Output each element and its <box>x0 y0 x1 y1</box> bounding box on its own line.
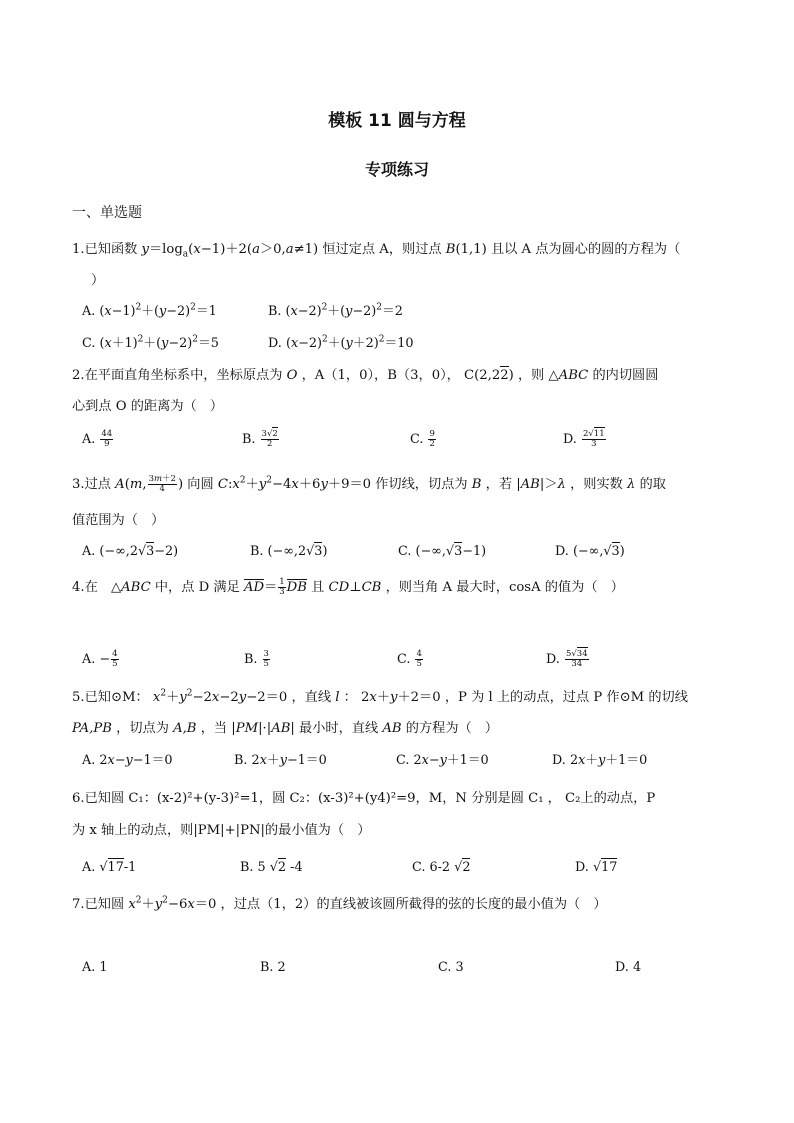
question-4-option-d[interactable]: D. $\frac{5√34}{34}$ <box>546 649 588 669</box>
question-7-option-d[interactable]: D. 4 <box>615 960 642 975</box>
question-2-option-d[interactable]: D. $\frac{2√11}{3}$ <box>563 429 605 449</box>
question-6-text-cont: 为 x 轴上的动点，则|PM|+|PN|的最小值为（ ） <box>72 823 371 838</box>
question-5-text: 5.已知⊙M： $x^2+y^2-2x-2y-2=0$ ，直线 l ： 2x＋y＋2＝0 ，P 为 l 上的动点，过点 P 作⊙M 的切线 <box>72 688 688 705</box>
question-5-option-a[interactable]: A. 2x−y−1＝0 <box>82 753 173 768</box>
question-1-option-d[interactable]: D. $(x-2)^2+(y+2)^2=10$ <box>268 334 414 351</box>
question-3-option-c[interactable]: C. (−∞,√3−1) <box>398 544 487 559</box>
question-7-text: 7.已知圆 $x^2+y^2-6x=0$ ，过点（1，2）的直线被该圆所截得的弦的长度的最小值为（ ） <box>72 895 607 912</box>
question-4-option-a[interactable]: A. − $\frac{4}{5}$ <box>82 649 118 669</box>
question-5-option-c[interactable]: C. 2x−y＋1＝0 <box>396 753 489 768</box>
question-2-text-cont: 心到点 O 的距离为（ ） <box>72 399 224 414</box>
question-1-text-cont: ） <box>91 273 105 288</box>
question-1-text: 1.已知函数 $y=\log_a(x-1)+2(a>0,a\ne 1)$ 恒过定点 A，则过点 B(1,1) 且以 A 点为圆心的圆的方程为（ <box>72 242 681 260</box>
page-subtitle: 专项练习 <box>364 160 429 179</box>
question-4-option-b[interactable]: B. $\frac{3}{5}$ <box>244 649 269 669</box>
question-7-option-a[interactable]: A. 1 <box>82 960 108 975</box>
question-2-option-b[interactable]: B. $\frac{3√2}{2}$ <box>242 429 278 449</box>
question-2-text: 2.在平面直角坐标系中，坐标原点为 O ，A（1，0），B（3，0）， C(2,22) ，则 △ABC 的内切圆圆 <box>72 368 659 383</box>
question-6-option-a[interactable]: A. √17-1 <box>82 860 137 875</box>
question-1-option-a[interactable]: A. $(x-1)^2+(y-2)^2=1$ <box>82 302 217 319</box>
question-1-option-b[interactable]: B. $(x-2)^2+(y-2)^2=2$ <box>268 302 403 319</box>
question-2-option-c[interactable]: C. $\frac{9}{2}$ <box>410 429 435 449</box>
question-3-option-a[interactable]: A. (−∞,2√3−2) <box>82 544 179 559</box>
question-3-text-cont: 值范围为（ ） <box>72 513 165 528</box>
question-6-option-c[interactable]: C. 6-2 √2 <box>412 860 471 875</box>
question-3-option-d[interactable]: D. (−∞,√3) <box>555 544 625 559</box>
question-4-text: 4.在 △ABC 中，点 D 满足 AD＝ $\frac{1}{3}$ DB 且 CD⊥CB ，则当角 A 最大时，cosA 的值为（ ） <box>72 577 624 597</box>
question-7-option-c[interactable]: C. 3 <box>438 960 464 975</box>
question-5-text-cont: PA,PB ，切点为 A,B ，当 |PM|·|AB| 最小时，直线 AB 的方程为（ ） <box>72 721 499 736</box>
question-3-text: 3.过点 A(m, $\frac{3m+2}{4}$ ) 向圆 $C:x^2+y^2-4x+6y+9=0$ 作切线，切点为 B ，若 |AB|＞λ ，则实数 λ 的取 <box>72 474 666 494</box>
question-6-option-d[interactable]: D. √17 <box>575 860 618 875</box>
page-title: 模板 11 圆与方程 <box>328 111 466 131</box>
question-3-option-b[interactable]: B. (−∞,2√3) <box>250 544 328 559</box>
question-4-option-c[interactable]: C. $\frac{4}{5}$ <box>397 649 422 669</box>
question-5-option-d[interactable]: D. 2x＋y＋1＝0 <box>552 753 648 768</box>
question-6-option-b[interactable]: B. 5 √2 -4 <box>240 860 303 875</box>
question-1-option-c[interactable]: C. $(x+1)^2+(y-2)^2=5$ <box>82 334 219 351</box>
question-2-option-a[interactable]: A. $\frac{44}{9}$ <box>82 429 113 449</box>
question-7-option-b[interactable]: B. 2 <box>260 960 286 975</box>
section-heading: 一、单选题 <box>72 205 142 221</box>
question-6-text: 6.已知圆 C₁：(x-2)²+(y-3)²=1，圆 C₂：(x-3)²+(y4)²=9，M，N 分别是圆 C₁ ， C₂上的动点，P <box>72 791 656 806</box>
question-5-option-b[interactable]: B. 2x＋y−1＝0 <box>234 753 327 768</box>
